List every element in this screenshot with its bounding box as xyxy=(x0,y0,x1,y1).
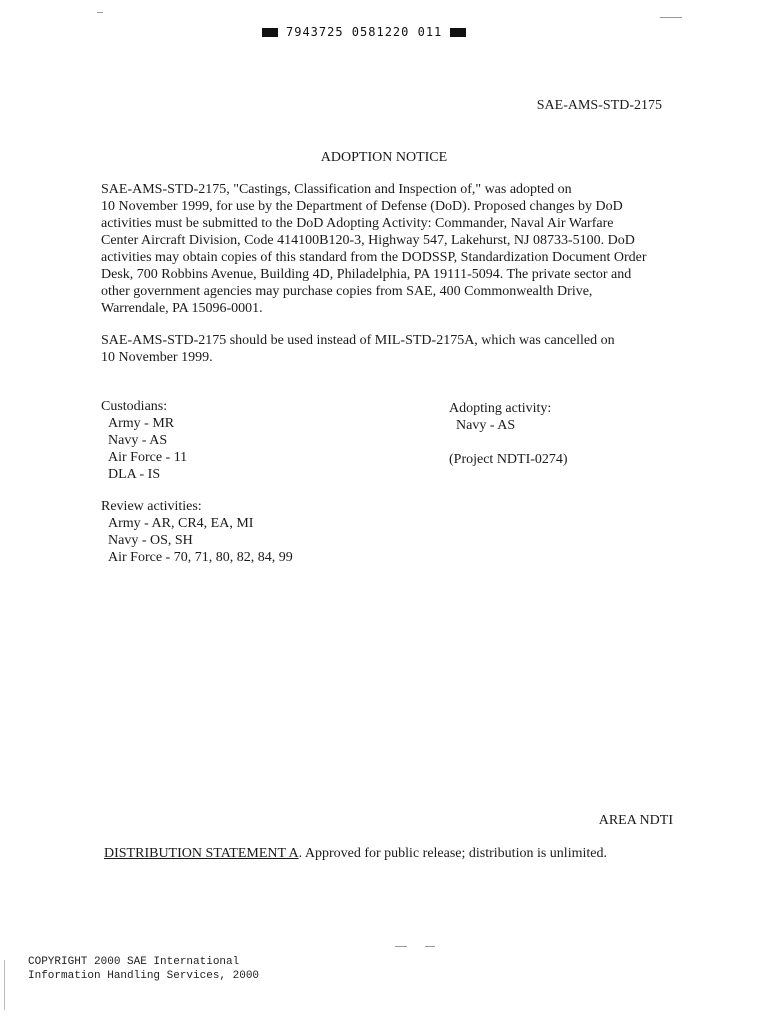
barcode-right-bar xyxy=(450,28,466,37)
paragraph-line: activities may obtain copies of this standard from the DODSSP, Standardization Document Order xyxy=(101,250,647,265)
project-number: (Project NDTI-0274) xyxy=(449,452,568,467)
paragraph-line: 10 November 1999. xyxy=(101,350,213,365)
paragraph-line: SAE-AMS-STD-2175, "Castings, Classification and Inspection of," was adopted on xyxy=(101,182,572,197)
copyright-line: Information Handling Services, 2000 xyxy=(28,970,260,982)
barcode-header xyxy=(262,24,466,40)
custodians-block xyxy=(101,398,187,483)
scan-speck xyxy=(660,17,682,18)
review-item: Air Force - 70, 71, 80, 82, 84, 99 xyxy=(108,550,293,565)
document-id: SAE-AMS-STD-2175 xyxy=(536,98,662,113)
paragraph-line: Desk, 700 Robbins Avenue, Building 4D, Philadelphia, PA 19111-5094. The private sector and xyxy=(101,267,632,282)
adopting-item: Navy - AS xyxy=(456,418,516,433)
review-activities-block xyxy=(101,498,293,566)
scan-edge-line xyxy=(4,960,5,1010)
review-item: Army - AR, CR4, EA, MI xyxy=(108,516,254,531)
scan-speck xyxy=(425,946,435,947)
distribution-text: . Approved for public release; distribution is unlimited. xyxy=(298,846,607,861)
paragraph-line: activities must be submitted to the DoD Adopting Activity: Commander, Naval Air Warfare xyxy=(101,216,614,231)
page-title: ADOPTION NOTICE xyxy=(320,150,448,165)
custodian-item: Navy - AS xyxy=(108,433,168,448)
scan-speck xyxy=(395,946,407,947)
paragraph-line: SAE-AMS-STD-2175 should be used instead of MIL-STD-2175A, which was cancelled on xyxy=(101,333,615,348)
supersession-paragraph xyxy=(101,332,661,366)
distribution-statement xyxy=(104,846,607,862)
review-item: Navy - OS, SH xyxy=(108,533,193,548)
area-code: AREA NDTI xyxy=(598,813,673,828)
paragraph-line: other government agencies may purchase copies from SAE, 400 Commonwealth Drive, xyxy=(101,284,593,299)
adopting-activity-block xyxy=(449,400,568,468)
scan-speck xyxy=(97,12,103,13)
barcode-left-bar xyxy=(262,28,278,37)
adoption-paragraph xyxy=(101,181,661,317)
copyright-footer xyxy=(28,955,259,983)
distribution-label: DISTRIBUTION STATEMENT A xyxy=(104,846,299,861)
paragraph-line: Warrendale, PA 15096-0001. xyxy=(101,301,263,316)
custodian-item: Army - MR xyxy=(108,416,175,431)
paragraph-line: 10 November 1999, for use by the Department of Defense (DoD). Proposed changes by DoD xyxy=(101,199,623,214)
custodian-item: DLA - IS xyxy=(108,467,161,482)
review-heading: Review activities: xyxy=(101,499,202,514)
custodians-heading: Custodians: xyxy=(101,399,168,414)
copyright-line: COPYRIGHT 2000 SAE International xyxy=(28,956,240,968)
custodian-item: Air Force - 11 xyxy=(108,450,188,465)
adopting-heading: Adopting activity: xyxy=(449,401,552,416)
paragraph-line: Center Aircraft Division, Code 414100B120-3, Highway 547, Lakehurst, NJ 08733-5100. DoD xyxy=(101,233,635,248)
barcode-number: 7943725 0581220 011 xyxy=(286,25,443,39)
